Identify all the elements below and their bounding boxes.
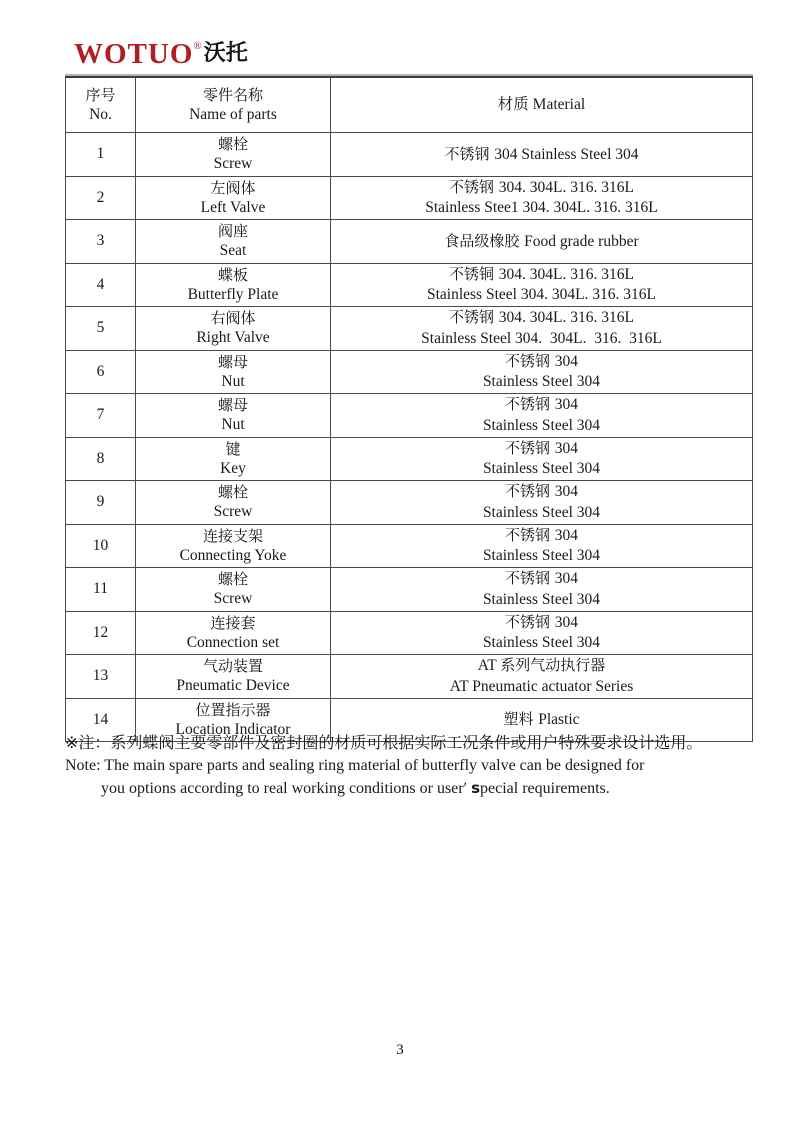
- part-name-cell: [136, 568, 331, 612]
- row-number-cell: 13: [66, 655, 136, 699]
- part-name-zh: 气动装置: [202, 657, 263, 676]
- part-name-cell: [136, 133, 331, 177]
- part-name-zh: 连接支架: [202, 526, 263, 545]
- header-no-cell: [66, 77, 136, 133]
- material-text-en: Stainless Steel 304: [482, 416, 601, 434]
- material-text-zh: 系列气动执行器: [500, 656, 606, 675]
- part-name-cell: [136, 307, 331, 351]
- row-number-cell: 4: [66, 263, 136, 307]
- row-number-cell: 2: [66, 176, 136, 220]
- material-line: [331, 655, 752, 677]
- part-name-cell: [136, 524, 331, 568]
- note-en-2-post: pecial requirements.: [480, 780, 610, 797]
- part-name-zh: 螺母: [217, 396, 248, 415]
- material-text-zh: 不锈钢: [504, 569, 555, 588]
- material-line: [331, 372, 752, 393]
- row-number-cell: 11: [66, 568, 136, 612]
- material-cell: [331, 524, 753, 568]
- table-row: [66, 176, 753, 220]
- part-name-zh: 蝶板: [217, 265, 248, 284]
- part-name-zh: 螺栓: [217, 483, 248, 502]
- material-cell: [331, 307, 753, 351]
- material-text-en: Plastic: [538, 711, 580, 728]
- material-cell: [331, 220, 753, 264]
- material-text-en: Stainless Steel 304: [482, 634, 601, 652]
- material-text-en: Food grade rubber: [524, 232, 639, 250]
- material-line: [331, 307, 752, 329]
- row-number-cell: 3: [66, 220, 136, 264]
- material-line: [331, 177, 752, 199]
- material-line: [331, 144, 752, 166]
- material-line: [331, 416, 752, 437]
- material-line: [331, 329, 752, 350]
- part-name-cell: [136, 481, 331, 525]
- brand-wordmark-en: WOTUO: [74, 38, 194, 70]
- part-name-cell: [136, 437, 331, 481]
- material-line: [331, 525, 752, 547]
- material-line: [331, 503, 752, 524]
- table-row: [66, 524, 753, 568]
- part-name-en: Seat: [219, 242, 247, 260]
- material-cell: [331, 437, 753, 481]
- part-name-en: Screw: [213, 503, 253, 521]
- material-text-en: 304: [554, 439, 579, 457]
- material-cell: [331, 655, 753, 699]
- material-text-en: AT Pneumatic actuator Series: [449, 677, 634, 695]
- material-text-zh: 不锈钢: [504, 395, 555, 414]
- material-line: [331, 546, 752, 567]
- material-line: [331, 568, 752, 590]
- material-text-en: 304: [554, 570, 579, 588]
- header-name-en: Name of parts: [189, 106, 277, 123]
- material-text-en: Stainless Steel 304. 304L. 316. 316L: [426, 286, 657, 304]
- material-text-en: 304: [554, 613, 579, 631]
- note-en-2-pre: you options according to real working conditions or user: [101, 780, 464, 797]
- material-cell: [331, 481, 753, 525]
- material-text-en: 304: [554, 396, 579, 414]
- row-number-cell: 10: [66, 524, 136, 568]
- header-name-cell: [136, 77, 331, 133]
- notes-section: [65, 732, 755, 799]
- material-text-en: Stainless Steel 304: [482, 373, 601, 391]
- part-name-en: Connecting Yoke: [179, 546, 287, 564]
- table-row: [66, 481, 753, 525]
- part-name-cell: [136, 263, 331, 307]
- parts-material-table: [65, 76, 753, 742]
- material-text-en: 304. 304L. 316. 316L: [498, 178, 634, 196]
- material-text-en: Stainless Steel 304. 304L. 316. 316L: [421, 329, 662, 347]
- part-name-zh: 螺母: [217, 352, 248, 371]
- material-text-zh: 不锈钢: [504, 482, 555, 501]
- parts-table-body: [66, 133, 753, 742]
- row-number-cell: 1: [66, 133, 136, 177]
- material-text-en: 304: [554, 526, 579, 544]
- material-text-zh: 食品级橡胶: [444, 231, 525, 250]
- part-name-cell: [136, 350, 331, 394]
- material-line: [331, 709, 752, 731]
- material-text-zh: 不锈钢: [449, 177, 499, 196]
- material-line: [331, 264, 752, 286]
- row-number-cell: 14: [66, 698, 136, 742]
- material-cell: [331, 568, 753, 612]
- material-text-en: 304. 304L. 316. 316L: [498, 265, 634, 283]
- table-row: [66, 394, 753, 438]
- material-text-zh: 不锈钢: [504, 612, 555, 631]
- part-name-en: Left Valve: [200, 198, 266, 216]
- note-en-2-prime: ′: [463, 780, 472, 797]
- part-name-cell: [136, 220, 331, 264]
- part-name-cell: [136, 394, 331, 438]
- note-en-2-bold-s: s: [471, 779, 481, 797]
- table-row: [66, 568, 753, 612]
- part-name-zh: 左阀体: [210, 178, 256, 197]
- material-text-en: Stainless Steel 304: [482, 503, 601, 521]
- material-line: [331, 285, 752, 306]
- part-name-en: Key: [220, 459, 246, 477]
- part-name-zh: 连接套: [210, 613, 256, 632]
- material-text-zh: 不锈钢: [444, 144, 495, 163]
- material-text-en: 304. 304L. 316. 316L: [498, 309, 634, 327]
- table-row: [66, 263, 753, 307]
- part-name-en: Nut: [221, 372, 245, 390]
- material-cell: [331, 394, 753, 438]
- material-line: [331, 677, 752, 698]
- material-line: [331, 459, 752, 480]
- header-material-cell: [331, 77, 753, 133]
- header-name-zh: 零件名称: [202, 86, 263, 104]
- registered-trademark-icon: ®: [193, 40, 202, 52]
- material-line: [331, 590, 752, 611]
- part-name-zh: 螺栓: [217, 570, 248, 589]
- row-number-cell: 8: [66, 437, 136, 481]
- material-line: [331, 351, 752, 373]
- part-name-en: Location Indicator: [175, 720, 291, 738]
- header-no-en: No.: [89, 106, 112, 123]
- table-row: [66, 437, 753, 481]
- material-line: [331, 231, 752, 253]
- material-cell: [331, 350, 753, 394]
- part-name-cell: [136, 655, 331, 699]
- material-text-en: 304: [554, 483, 579, 501]
- material-text-zh: 不锈钢: [504, 438, 555, 457]
- page-number: 3: [396, 1042, 404, 1058]
- material-text-zh: 不锈钢: [504, 351, 555, 370]
- material-cell: [331, 263, 753, 307]
- row-number-cell: 7: [66, 394, 136, 438]
- note-line-zh: ※注：系列蝶阀主要零部件及密封圈的材质可根据实际工况条件或用户特殊要求设计选用。: [65, 733, 703, 752]
- material-text-en: Stainless Steel 304: [482, 460, 601, 478]
- table-row: [66, 133, 753, 177]
- part-name-cell: [136, 176, 331, 220]
- material-text-en: Stainless Steel 304: [482, 547, 601, 565]
- header-material-label: 材质 Material: [497, 96, 586, 113]
- row-number-cell: 6: [66, 350, 136, 394]
- material-line: [331, 394, 752, 416]
- material-line: [331, 198, 752, 219]
- part-name-zh: 螺栓: [217, 135, 248, 154]
- material-text-en: Stainless Stee1 304. 304L. 316. 316L: [425, 199, 658, 217]
- table-row: [66, 307, 753, 351]
- material-line: [331, 438, 752, 460]
- material-text-zh: 塑料: [503, 710, 539, 728]
- note-line-en-1: Note: The main spare parts and sealing ring material of butterfly valve can be designed for: [65, 757, 645, 774]
- part-name-zh: 阀座: [217, 222, 248, 241]
- material-text-zh: 不锈铜: [449, 264, 499, 283]
- table-row: [66, 611, 753, 655]
- table-header-row: [66, 77, 753, 133]
- material-text-zh: 不锈钢: [504, 525, 555, 544]
- row-number-cell: 12: [66, 611, 136, 655]
- company-logo: [74, 36, 248, 71]
- row-number-cell: 5: [66, 307, 136, 351]
- table-row: [66, 220, 753, 264]
- material-line: [331, 633, 752, 654]
- part-name-en: Butterfly Plate: [187, 285, 279, 303]
- material-text-en: AT: [477, 657, 501, 675]
- part-name-zh: 键: [225, 439, 241, 458]
- material-text-en: 304: [554, 352, 579, 370]
- part-name-en: Connection set: [186, 633, 280, 651]
- part-name-zh: 右阀体: [210, 309, 256, 328]
- part-name-en: Screw: [213, 590, 253, 608]
- part-name-en: Right Valve: [196, 329, 270, 347]
- header-no-zh: 序号: [85, 86, 116, 104]
- material-cell: [331, 176, 753, 220]
- brand-wordmark-zh: 沃托: [203, 41, 248, 66]
- material-line: [331, 612, 752, 634]
- material-text-en: 304 Stainless Steel 304: [494, 145, 639, 163]
- part-name-cell: [136, 611, 331, 655]
- material-line: [331, 481, 752, 503]
- part-name-en: Pneumatic Device: [176, 677, 290, 695]
- row-number-cell: 9: [66, 481, 136, 525]
- table-row: [66, 655, 753, 699]
- material-cell: [331, 611, 753, 655]
- note-line-en-2: [65, 778, 755, 799]
- part-name-en: Screw: [213, 155, 253, 173]
- part-name-zh: 位置指示器: [195, 700, 271, 719]
- material-text-zh: 不锈钢: [449, 308, 499, 327]
- material-cell: [331, 133, 753, 177]
- material-text-en: Stainless Steel 304: [482, 590, 601, 608]
- table-row: [66, 350, 753, 394]
- part-name-en: Nut: [221, 416, 245, 434]
